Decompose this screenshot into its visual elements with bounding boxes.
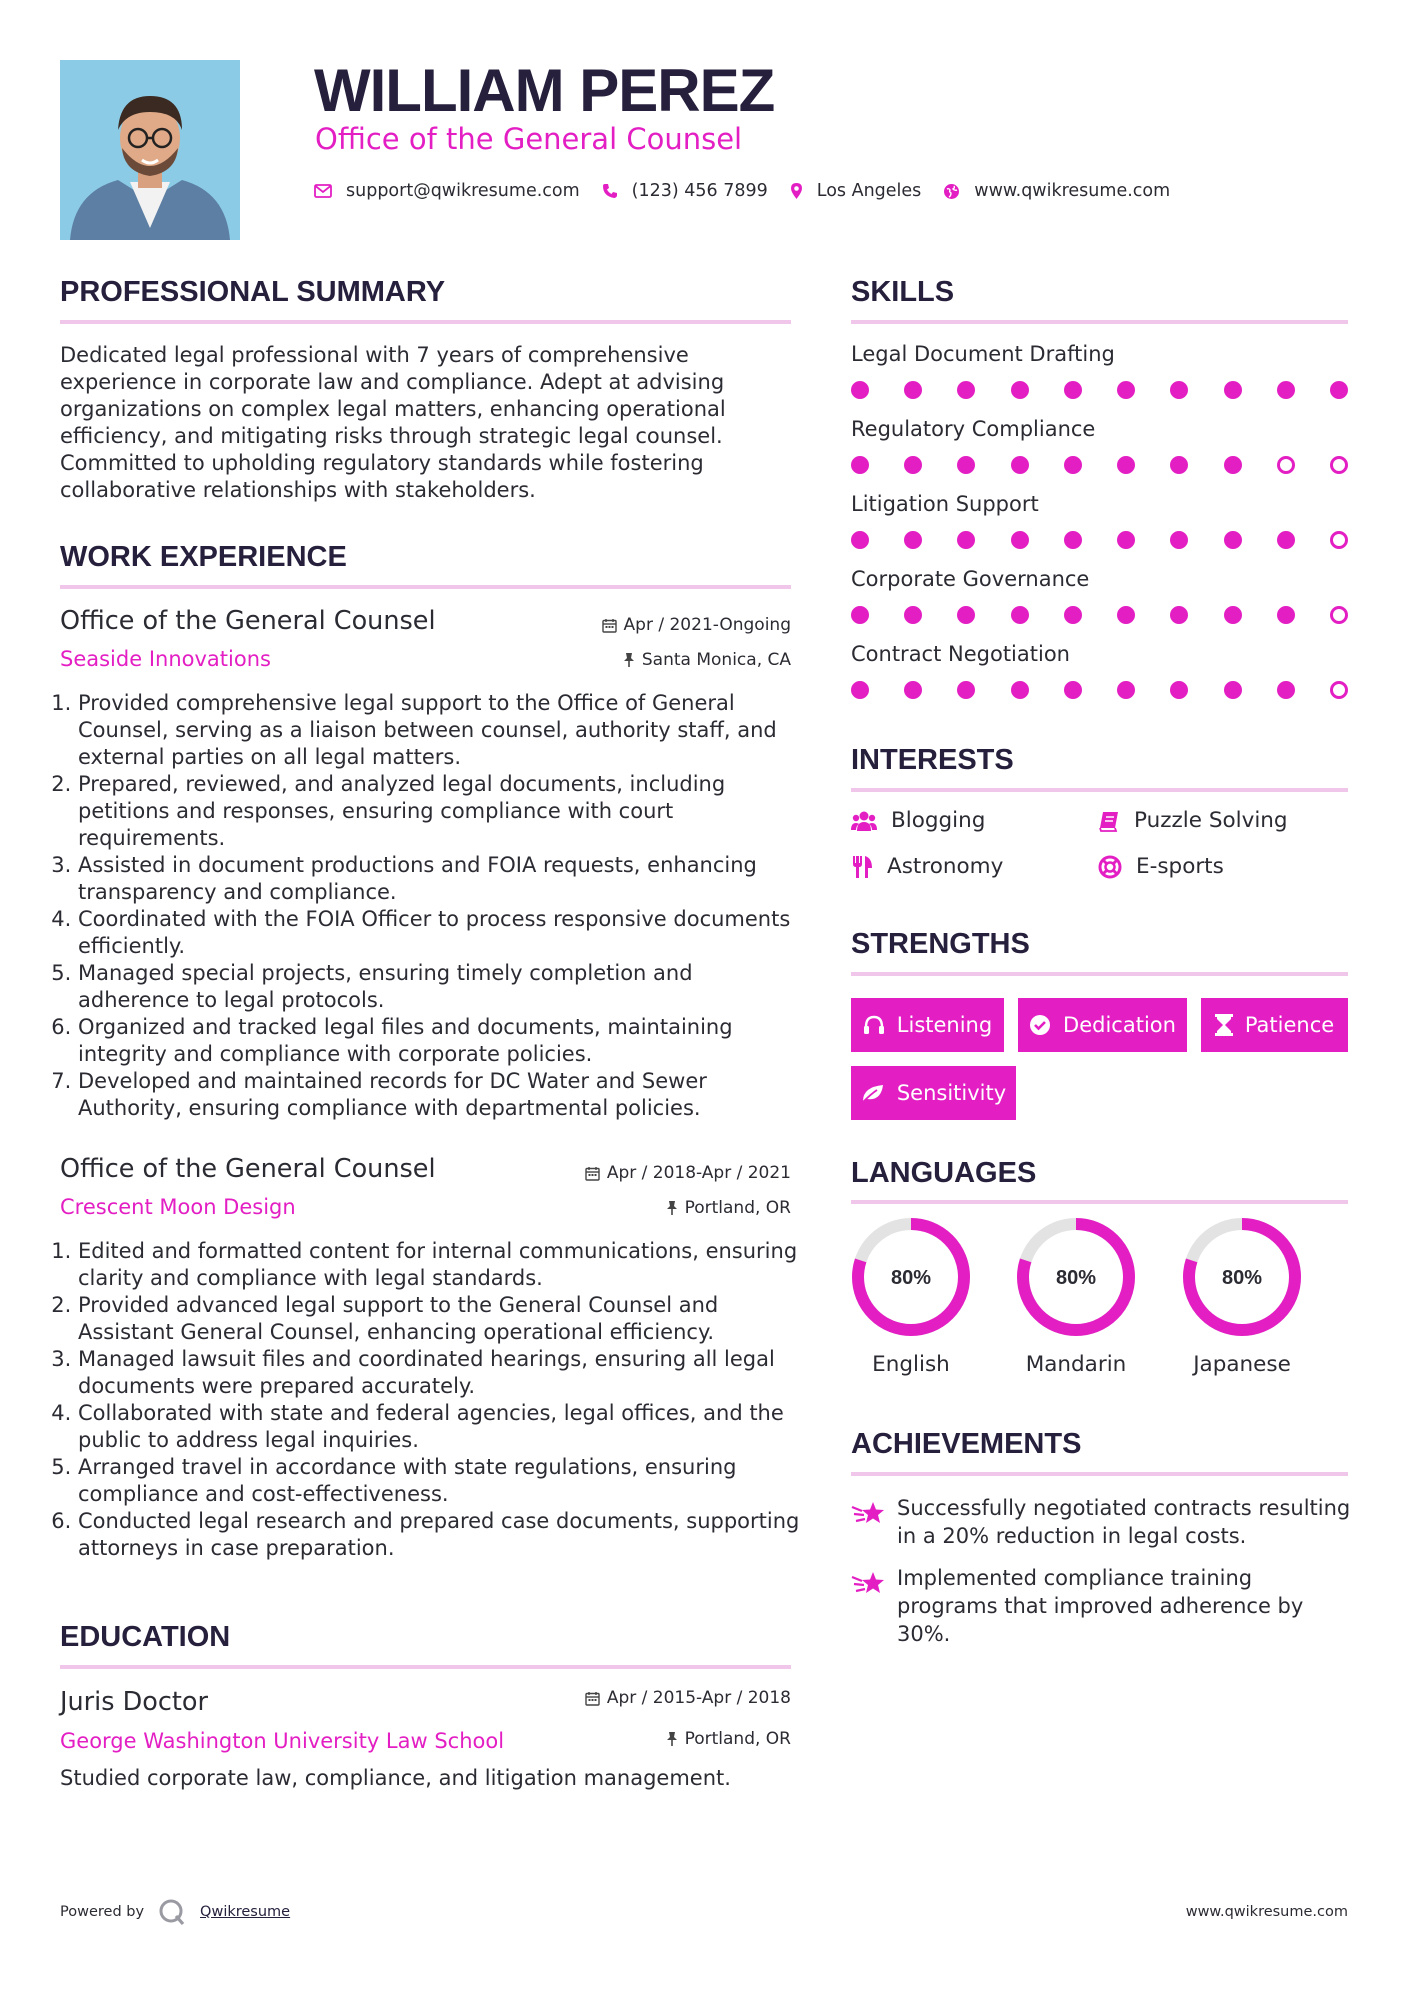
leaf-icon: [861, 1083, 885, 1103]
skill-dot-filled: [1224, 456, 1242, 474]
job-dates-text: Apr / 2021-Ongoing: [623, 615, 791, 635]
envelope-icon: [314, 184, 332, 198]
skill-rating: [851, 606, 1348, 624]
profile-photo: [60, 60, 240, 240]
skill-dot-filled: [1011, 381, 1029, 399]
language-name: English: [872, 1352, 950, 1377]
pushpin-icon: [666, 1731, 678, 1747]
life-ring-icon: [1098, 855, 1122, 879]
language-ring: [851, 1217, 971, 1337]
skill-dot-filled: [851, 456, 869, 474]
language-ring: [1182, 1217, 1302, 1337]
strength-tag: [1201, 998, 1348, 1052]
skill-dot-filled: [1011, 681, 1029, 699]
language-percent: 80%: [1221, 1267, 1263, 1289]
strength-tag: [1018, 998, 1187, 1052]
skill-dot-filled: [1224, 531, 1242, 549]
check-circle-icon: [1029, 1014, 1051, 1036]
skill-dot-filled: [1170, 456, 1188, 474]
phone-text: (123) 456 7899: [631, 181, 768, 201]
education-rule: [60, 1665, 791, 1669]
skill-dot-empty: [1330, 456, 1348, 474]
hourglass-icon: [1215, 1014, 1233, 1036]
languages-heading: LANGUAGES: [851, 1157, 1037, 1189]
school-name: George Washington University Law School: [60, 1729, 505, 1753]
location-text: Los Angeles: [816, 181, 922, 201]
education-location-text: Portland, OR: [684, 1729, 791, 1749]
skill-dot-filled: [904, 606, 922, 624]
duty-item: 2. Prepared, reviewed, and analyzed legal documents, including petitions and responses, ensuring compliance with court requirements.: [78, 771, 800, 852]
map-pin-icon: [790, 182, 803, 200]
candidate-name: WILLIAM PEREZ: [314, 57, 775, 124]
headphones-icon: [863, 1015, 885, 1035]
degree-title: Juris Doctor: [60, 1687, 208, 1717]
skill-dot-filled: [1277, 531, 1295, 549]
duty-item: 4. Collaborated with state and federal agencies, legal offices, and the public to address legal inquiries.: [78, 1400, 800, 1454]
contact-location: [790, 181, 922, 201]
skill-rating: [851, 381, 1348, 399]
job-duties: [60, 1238, 800, 1562]
skill-dot-filled: [1117, 381, 1135, 399]
skill-dot-filled: [851, 606, 869, 624]
strengths-heading: STRENGTHS: [851, 928, 1030, 960]
skill-dot-empty: [1330, 606, 1348, 624]
skill-dot-filled: [904, 456, 922, 474]
skill-dot-filled: [1064, 456, 1082, 474]
job-duties: [60, 690, 800, 1122]
interest-label: E-sports: [1136, 854, 1224, 879]
job-dates-text: Apr / 2018-Apr / 2021: [606, 1163, 791, 1183]
job-dates: [500, 1163, 791, 1183]
skill-dot-filled: [1064, 381, 1082, 399]
duty-item: 3. Managed lawsuit files and coordinated hearings, ensuring all legal documents were prepared accurately.: [78, 1346, 800, 1400]
interest-label: Blogging: [891, 808, 986, 833]
education-dates: [500, 1688, 791, 1708]
languages-rule: [851, 1200, 1348, 1204]
duty-item: 5. Managed special projects, ensuring timely completion and adherence to legal protocols.: [78, 960, 800, 1014]
achievement-item: [851, 1564, 1351, 1648]
language-name: Mandarin: [1025, 1352, 1127, 1377]
achievements-rule: [851, 1472, 1348, 1476]
skill-dot-filled: [1170, 681, 1188, 699]
contact-phone[interactable]: [602, 181, 768, 201]
skill-dot-filled: [851, 681, 869, 699]
contact-bar: [314, 177, 1192, 205]
skill-dot-filled: [1224, 381, 1242, 399]
skill-dot-filled: [1277, 606, 1295, 624]
calendar-icon: [602, 618, 617, 633]
skill-dot-filled: [957, 681, 975, 699]
calendar-icon: [585, 1166, 600, 1181]
work-heading: WORK EXPERIENCE: [60, 541, 347, 573]
qwikresume-logo-icon: [158, 1898, 186, 1926]
strength-label: Listening: [896, 1013, 993, 1037]
phone-icon: [602, 183, 618, 199]
interest-item: [1098, 854, 1224, 879]
language-item: [826, 1217, 996, 1392]
contact-website[interactable]: [943, 181, 1170, 201]
strength-label: Patience: [1244, 1013, 1335, 1037]
job-location: [500, 1198, 791, 1218]
work-rule: [60, 585, 791, 589]
skill-dot-filled: [1011, 456, 1029, 474]
job-dates: [500, 615, 791, 635]
interests-rule: [851, 788, 1348, 792]
skill-dot-empty: [1330, 531, 1348, 549]
strengths-rule: [851, 972, 1348, 976]
job-title: Office of the General Counsel: [60, 606, 436, 636]
duty-item: 5. Arranged travel in accordance with state regulations, ensuring compliance and cost-effectiveness.: [78, 1454, 800, 1508]
job-company: Crescent Moon Design: [60, 1195, 296, 1219]
duty-item: 6. Organized and tracked legal files and documents, maintaining integrity and compliance with corporate policies.: [78, 1014, 800, 1068]
skill-name: Regulatory Compliance: [851, 417, 1096, 441]
interest-label: Puzzle Solving: [1134, 808, 1288, 833]
summary-heading: PROFESSIONAL SUMMARY: [60, 276, 446, 308]
job-location-text: Santa Monica, CA: [641, 650, 791, 670]
skill-rating: [851, 681, 1348, 699]
footer-url[interactable]: www.qwikresume.com: [1185, 1904, 1348, 1920]
job-location-text: Portland, OR: [684, 1198, 791, 1218]
skill-dot-filled: [1117, 531, 1135, 549]
skill-dot-filled: [957, 606, 975, 624]
skill-dot-filled: [904, 381, 922, 399]
job-company: Seaside Innovations: [60, 647, 271, 671]
achievement-item: [851, 1494, 1351, 1550]
skill-name: Litigation Support: [851, 492, 1039, 516]
interests-heading: INTERESTS: [851, 744, 1014, 776]
education-dates-text: Apr / 2015-Apr / 2018: [606, 1688, 791, 1708]
skill-dot-filled: [1117, 681, 1135, 699]
strength-label: Sensitivity: [896, 1081, 1007, 1105]
skill-dot-filled: [1064, 606, 1082, 624]
achievement-text: Implemented compliance training programs that improved adherence by 30%.: [897, 1566, 1304, 1646]
skill-dot-filled: [904, 681, 922, 699]
skill-dot-filled: [1170, 381, 1188, 399]
globe-icon: [943, 183, 960, 200]
achievement-text: Successfully negotiated contracts resulting in a 20% reduction in legal costs.: [897, 1496, 1351, 1548]
interest-item: [1098, 808, 1288, 833]
utensils-icon: [851, 855, 873, 879]
education-description: Studied corporate law, compliance, and litigation management.: [60, 1766, 731, 1790]
pushpin-icon: [666, 1200, 678, 1216]
shooting-star-icon: [851, 1500, 885, 1526]
achievements-heading: ACHIEVEMENTS: [851, 1428, 1082, 1460]
candidate-title: Office of the General Counsel: [315, 122, 743, 156]
job-title: Office of the General Counsel: [60, 1154, 436, 1184]
skill-name: Corporate Governance: [851, 567, 1090, 591]
powered-by-text: Powered by: [60, 1904, 145, 1920]
interest-item: [851, 808, 985, 833]
skill-rating: [851, 531, 1348, 549]
skills-rule: [851, 320, 1348, 324]
skill-dot-filled: [1011, 606, 1029, 624]
summary-rule: [60, 320, 791, 324]
skill-dot-filled: [1064, 531, 1082, 549]
language-percent: 80%: [890, 1267, 932, 1289]
skill-dot-filled: [1224, 606, 1242, 624]
strength-tag: [851, 1066, 1016, 1120]
skill-dot-empty: [1330, 681, 1348, 699]
skill-name: Contract Negotiation: [851, 642, 1070, 666]
duty-item: 1. Provided comprehensive legal support to the Office of General Counsel, serving as a liaison between counsel, authority staff, and external parties on all legal matters.: [78, 690, 800, 771]
skill-dot-filled: [904, 531, 922, 549]
skill-dot-filled: [1277, 681, 1295, 699]
education-location: [500, 1729, 791, 1749]
skill-rating: [851, 456, 1348, 474]
skill-dot-filled: [851, 531, 869, 549]
skill-dot-filled: [1224, 681, 1242, 699]
shooting-star-icon: [851, 1570, 885, 1596]
pushpin-icon: [623, 652, 635, 668]
duty-item: 7. Developed and maintained records for DC Water and Sewer Authority, ensuring compliance with departmental policies.: [78, 1068, 800, 1122]
contact-email[interactable]: [314, 181, 580, 201]
skill-dot-filled: [957, 381, 975, 399]
education-heading: EDUCATION: [60, 1621, 231, 1653]
skill-dot-filled: [851, 381, 869, 399]
duty-item: 6. Conducted legal research and prepared case documents, supporting attorneys in case preparation.: [78, 1508, 800, 1562]
skill-dot-filled: [1277, 381, 1295, 399]
job-location: [500, 650, 791, 670]
strength-label: Dedication: [1063, 1013, 1176, 1037]
language-name: Japanese: [1193, 1352, 1291, 1377]
website-text: www.qwikresume.com: [974, 181, 1171, 201]
users-icon: [851, 810, 877, 832]
skill-dot-filled: [957, 456, 975, 474]
skills-heading: SKILLS: [851, 276, 955, 308]
email-text: support@qwikresume.com: [346, 181, 580, 201]
book-icon: [1098, 810, 1120, 832]
skill-dot-filled: [1117, 606, 1135, 624]
duty-item: 4. Coordinated with the FOIA Officer to process responsive documents efficiently.: [78, 906, 800, 960]
interest-label: Astronomy: [887, 854, 1004, 879]
skill-name: Legal Document Drafting: [851, 342, 1115, 366]
skill-dot-filled: [1011, 531, 1029, 549]
skill-dot-filled: [1170, 531, 1188, 549]
summary-text: Dedicated legal professional with 7 years of comprehensive experience in corporate law and compliance. Adept at advising organizations on complex legal matters, enhancing operational efficiency, and mitigating risks through strategic legal counsel. Committed to upholding regulatory standards while fostering collaborative relationships with stakeholders.: [60, 343, 726, 502]
footer-powered: [60, 1898, 290, 1926]
calendar-icon: [585, 1691, 600, 1706]
skill-dot-filled: [1170, 606, 1188, 624]
strength-tag: [851, 998, 1004, 1052]
duty-item: 2. Provided advanced legal support to the General Counsel and Assistant General Counsel, enhancing operational efficiency.: [78, 1292, 800, 1346]
qwikresume-link[interactable]: Qwikresume: [200, 1904, 291, 1920]
interest-item: [851, 854, 1003, 879]
skill-dot-filled: [1117, 456, 1135, 474]
duty-item: 1. Edited and formatted content for internal communications, ensuring clarity and compliance with legal standards.: [78, 1238, 800, 1292]
skill-dot-filled: [957, 531, 975, 549]
skill-dot-empty: [1277, 456, 1295, 474]
skill-dot-filled: [1064, 681, 1082, 699]
language-item: [991, 1217, 1161, 1392]
language-ring: [1016, 1217, 1136, 1337]
language-percent: 80%: [1055, 1267, 1097, 1289]
language-item: [1157, 1217, 1327, 1392]
skill-dot-filled: [1330, 381, 1348, 399]
duty-item: 3. Assisted in document productions and FOIA requests, enhancing transparency and compliance.: [78, 852, 800, 906]
